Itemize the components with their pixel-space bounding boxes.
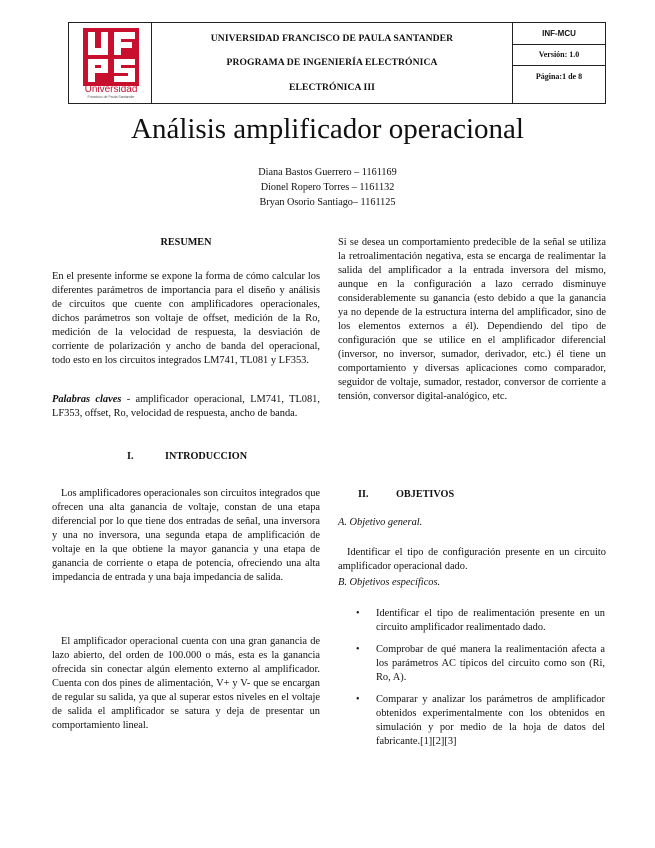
doc-code: INF-MCU <box>542 29 576 38</box>
bullet: • <box>356 608 360 619</box>
bullet: • <box>356 694 360 705</box>
specific-objectives-label: B. Objetivos específicos. <box>338 577 441 588</box>
logo-cell <box>69 23 152 103</box>
logo-name: Universidad <box>84 84 138 95</box>
university-name: UNIVERSIDAD FRANCISCO DE PAULA SANTANDER <box>210 33 454 44</box>
intro-number: I. <box>127 451 134 462</box>
page-number: Página:1 de 8 <box>535 72 583 81</box>
objectives-number: II. <box>358 489 369 500</box>
keywords-paragraph <box>52 393 320 421</box>
specific-objectives-list <box>356 607 605 757</box>
header-right-cell <box>513 23 605 103</box>
resumen-heading: RESUMEN <box>160 237 212 248</box>
intro-paragraph-1: Los amplificadores operacionales son circuitos integrados que ofrecen una alta ganancia de voltaje, constan de una etapa diferencial por lo que tiene dos entradas de señal, una inversora y una no inversora, una segunda etapa de amplificación de voltaje en la que obtiene la mayor ganancia y una etapa de ganancia de corriente o etapa de potencia, ofreciendo una alta impedancia de entrada y una baja impedancia de salida. <box>52 488 320 583</box>
divider <box>513 44 605 45</box>
author-3: Bryan Osorio Santiago– 1161125 <box>259 197 396 208</box>
author-2: Dionel Ropero Torres – 1161132 <box>260 182 395 193</box>
objectives-heading: OBJETIVOS <box>396 489 455 500</box>
keywords-text: - amplificador operacional, LM741, TL081, LF353, offset, Ro, velocidad de respuesta, ancho de banda. <box>52 394 320 419</box>
general-objective-label: A. Objetivo general. <box>338 517 423 528</box>
divider <box>513 65 605 66</box>
program-name: PROGRAMA DE INGENIERÍA ELECTRÓNICA <box>226 57 438 68</box>
list-item: • Comprobar de qué manera la realimentación afecta a los parámetros AC típicos del circuito como son (Ri, Ro, A). <box>356 644 605 683</box>
version: Versión: 1.0 <box>538 50 580 59</box>
general-objective-text: Identificar el tipo de configuración presente en un circuito amplificador operacional dado. <box>338 547 606 572</box>
bullet: • <box>356 644 360 655</box>
resumen-text: En el presente informe se expone la forma de cómo calcular los diferentes parámetros de importancia para el diseño y análisis de circuitos que cuente con amplificadores operacionales, dichos parámetros son voltaje de offset, medición de la Ro, medición de la velocidad de respuesta, la desviación de corriente de polarización y ancho de banda del operacional, todo esto en los circuitos integrados LM741, TL081 y LF353. <box>52 271 320 366</box>
list-item: • Identificar el tipo de realimentación presente en un circuito amplificador realimentado dado. <box>356 608 605 633</box>
list-item: • Comparar y analizar los parámetros de amplificador obtenidos experimentalmente con los obtenidos en simulación y por medio de la hoja de datos del fabricante.[1][2][3] <box>356 694 605 747</box>
course-name: ELECTRÓNICA III <box>288 82 375 93</box>
author-1: Diana Bastos Guerrero – 1161169 <box>258 167 397 178</box>
keywords-label: Palabras claves <box>52 394 122 405</box>
logo-subname: Francisco de Paula Santander <box>87 95 135 99</box>
paper-title: Análisis amplificador operacional <box>131 113 524 145</box>
header-table <box>68 22 606 104</box>
intro-paragraph-2: El amplificador operacional cuenta con una gran ganancia de lazo abierto, del orden de 100.000 o más, esta es la ganancia ofrecida sin conectar algún elemento externo al amplificador. Cuenta con dos pines de alimentación, V+ y V- que se encargan de regular su salida, ya que al superar estos niveles en el voltaje de salida el amplificador se satura y deja de presentar un comportamiento lineal. <box>52 636 320 731</box>
header-center-cell <box>152 23 513 103</box>
ufps-logo <box>83 28 139 86</box>
right-paragraph-1: Si se desea un comportamiento predecible de la señal se utiliza la retroalimentación negativa, esta se encarga de realimentar la salida del amplificador a la entrada inversora del mismo, aunque en la configuración a lazo cerrado disminuye considerablemente su ganancia (esto debido a que la ganancia ya no depende de la estructura interna del amplificador, sino de los elementos externos a él). Dependiendo del tipo de configuración que se utilice en el amplificador diferencial (inversor, no inversor, sumador, derivador, etc.) él tiene un comportamiento y diversas aplicaciones como comparador, seguidor de voltaje, sumador, restador, conversor de corriente a tensión, conversor digital-analógico, etc. <box>338 237 606 402</box>
intro-heading: INTRODUCCION <box>165 451 248 462</box>
